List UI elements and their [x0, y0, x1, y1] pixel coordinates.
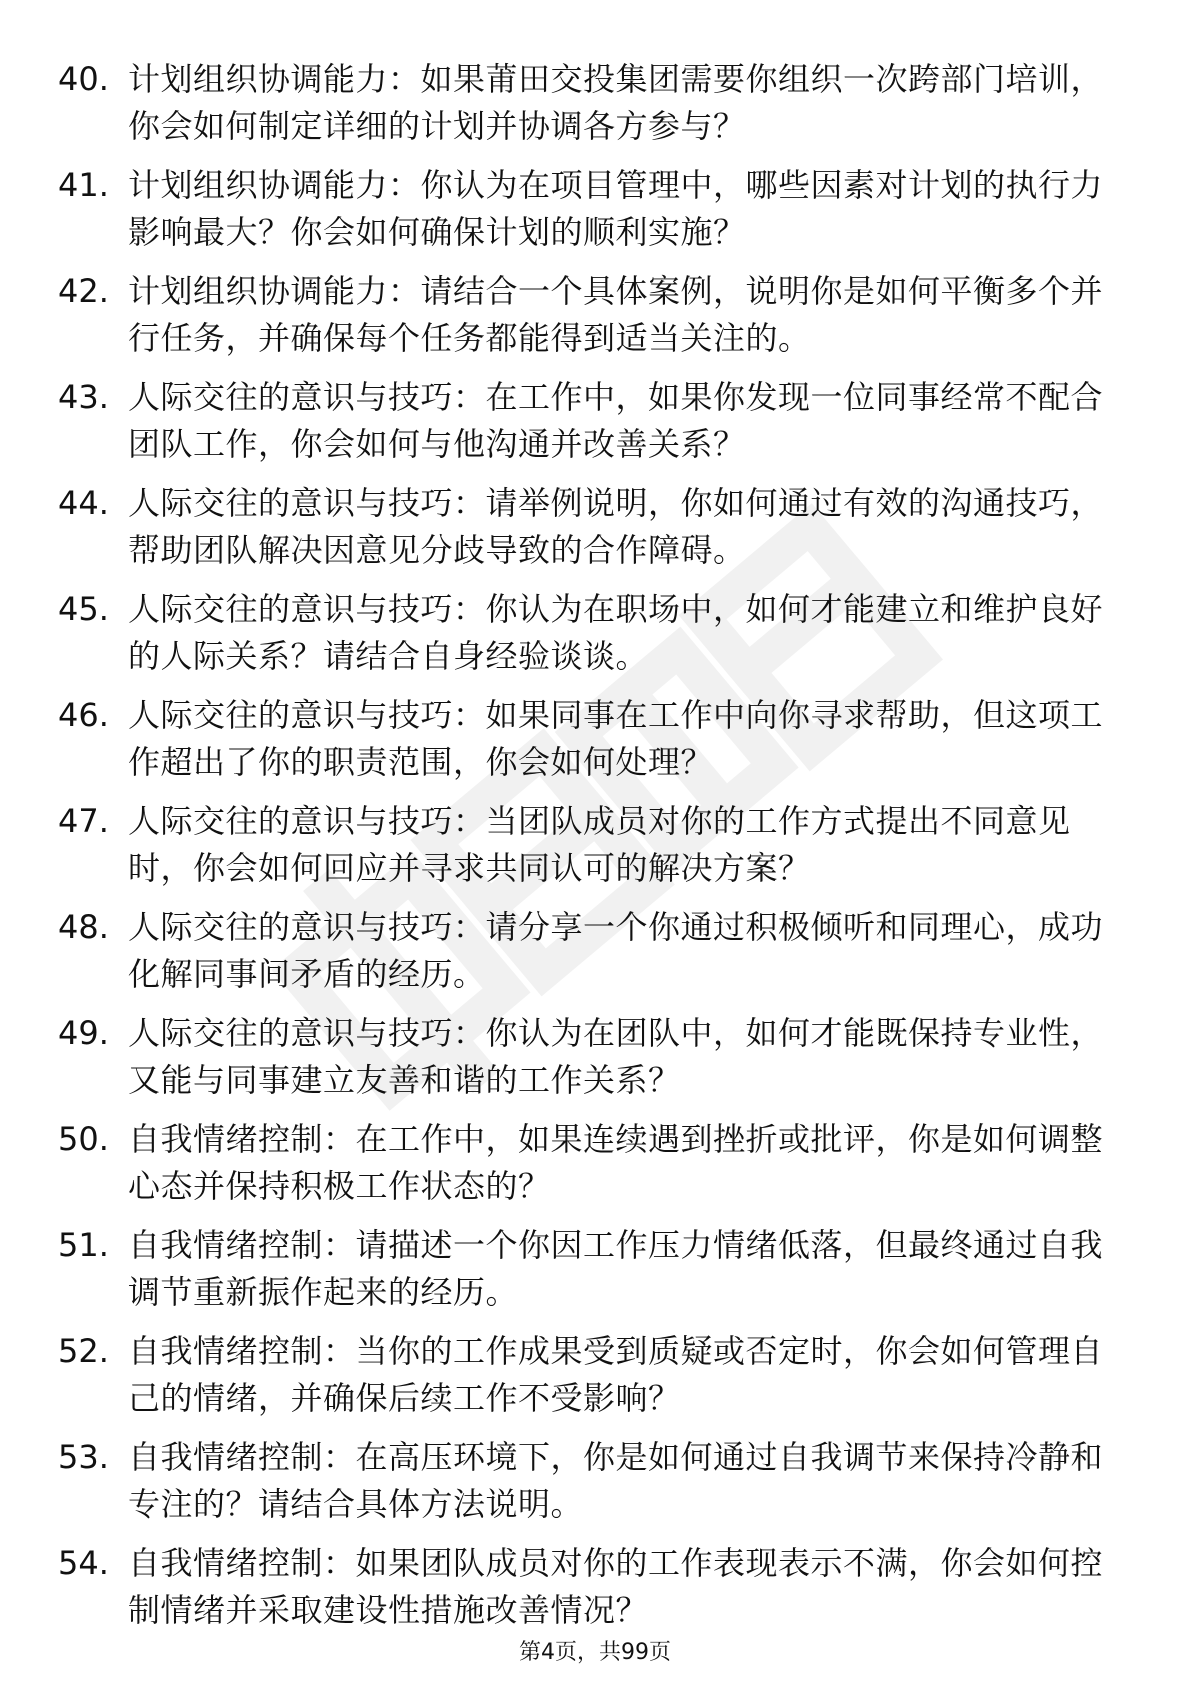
question-number: 46. — [58, 696, 109, 734]
question-item — [58, 904, 1128, 1010]
question-text: 人际交往的意识与技巧：请分享一个你通过积极倾听和同理心，成功化解同事间矛盾的经历。 — [128, 908, 1104, 993]
question-item — [58, 798, 1128, 904]
question-number: 45. — [58, 590, 109, 628]
question-text: 自我情绪控制：在高压环境下，你是如何通过自我调节来保持冷静和专注的？请结合具体方法说明。 — [128, 1438, 1104, 1523]
question-item — [58, 1434, 1128, 1540]
question-item — [58, 1328, 1128, 1434]
question-text: 人际交往的意识与技巧：如果同事在工作中向你寻求帮助，但这项工作超出了你的职责范围，你会如何处理？ — [128, 696, 1104, 781]
question-text: 自我情绪控制：请描述一个你因工作压力情绪低落，但最终通过自我调节重新振作起来的经历。 — [128, 1226, 1104, 1311]
question-text: 人际交往的意识与技巧：当团队成员对你的工作方式提出不同意见时，你会如何回应并寻求共同认可的解决方案？ — [128, 802, 1071, 887]
question-text: 计划组织协调能力：请结合一个具体案例，说明你是如何平衡多个并行任务，并确保每个任务都能得到适当关注的。 — [128, 272, 1104, 357]
question-item — [58, 1010, 1128, 1116]
question-number: 43. — [58, 378, 109, 416]
question-item — [58, 374, 1128, 480]
question-number: 50. — [58, 1120, 109, 1158]
question-item — [58, 1222, 1128, 1328]
question-number: 54. — [58, 1544, 109, 1582]
question-text: 自我情绪控制：当你的工作成果受到质疑或否定时，你会如何管理自己的情绪，并确保后续工作不受影响？ — [128, 1332, 1104, 1417]
question-number: 51. — [58, 1226, 109, 1264]
question-text: 自我情绪控制：在工作中，如果连续遇到挫折或批评，你是如何调整心态并保持积极工作状态的？ — [128, 1120, 1104, 1205]
question-text: 人际交往的意识与技巧：你认为在团队中，如何才能既保持专业性，又能与同事建立友善和谐的工作关系？ — [128, 1014, 1104, 1099]
question-item — [58, 268, 1128, 374]
question-number: 52. — [58, 1332, 109, 1370]
question-item — [58, 692, 1128, 798]
question-number: 53. — [58, 1438, 109, 1476]
question-number: 48. — [58, 908, 109, 946]
question-item — [58, 56, 1128, 162]
question-number: 47. — [58, 802, 109, 840]
question-list — [58, 56, 1128, 1646]
question-number: 44. — [58, 484, 109, 522]
question-text: 自我情绪控制：如果团队成员对你的工作表现表示不满，你会如何控制情绪并采取建设性措施改善情况？ — [128, 1544, 1104, 1629]
question-number: 42. — [58, 272, 109, 310]
question-item — [58, 162, 1128, 268]
question-item — [58, 480, 1128, 586]
question-text: 计划组织协调能力：如果莆田交投集团需要你组织一次跨部门培训，你会如何制定详细的计划并协调各方参与？ — [128, 60, 1104, 145]
question-item — [58, 1540, 1128, 1646]
question-text: 人际交往的意识与技巧：你认为在职场中，如何才能建立和维护良好的人际关系？请结合自身经验谈谈。 — [128, 590, 1104, 675]
question-text: 人际交往的意识与技巧：请举例说明，你如何通过有效的沟通技巧，帮助团队解决因意见分歧导致的合作障碍。 — [128, 484, 1104, 569]
question-text: 人际交往的意识与技巧：在工作中，如果你发现一位同事经常不配合团队工作，你会如何与他沟通并改善关系？ — [128, 378, 1104, 463]
question-item — [58, 1116, 1128, 1222]
question-text: 计划组织协调能力：你认为在项目管理中，哪些因素对计划的执行力影响最大？你会如何确保计划的顺利实施？ — [128, 166, 1104, 251]
question-number: 49. — [58, 1014, 109, 1052]
question-number: 41. — [58, 166, 109, 204]
question-number: 40. — [58, 60, 109, 98]
page-footer: 第4页，共99页 — [519, 1640, 671, 1665]
question-item — [58, 586, 1128, 692]
